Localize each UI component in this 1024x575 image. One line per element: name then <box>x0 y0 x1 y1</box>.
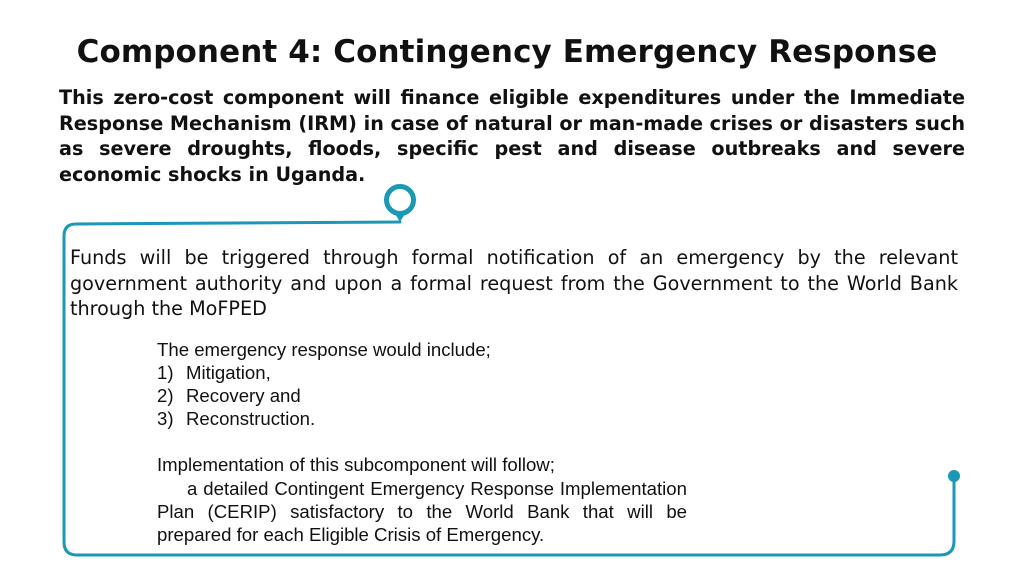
list-item-number: 3) <box>157 408 174 430</box>
list-item <box>157 407 687 430</box>
list-item <box>157 384 687 407</box>
page-title: Component 4: Contingency Emergency Response <box>76 34 938 70</box>
end-dot-icon <box>948 470 960 482</box>
response-list <box>157 361 687 430</box>
intro-paragraph: This zero-cost component will finance eligible expenditures under the Immediate Response Mechanism (IRM) in case of natural or man-made crises or disasters such as severe droughts, floods, specific pest and disease outbreaks and severe economic shocks in Uganda. <box>59 86 965 186</box>
implementation-detail: a detailed Contingent Emergency Response Implementation Plan (CERIP) satisfactory to the World Bank that will be prepared for each Eligible Crisis of Emergency. <box>157 477 687 545</box>
funds-paragraph: Funds will be triggered through formal notification of an emergency by the relevant government authority and upon a formal request from the Government to the World Bank through the MoFPED <box>70 246 958 320</box>
list-item-number: 2) <box>157 385 174 407</box>
implementation-heading: Implementation of this subcomponent will follow; <box>157 454 555 476</box>
callout-ring-icon <box>387 187 414 223</box>
list-item <box>157 361 687 384</box>
list-item-label: Recovery and <box>186 385 301 407</box>
response-section <box>157 338 687 546</box>
list-item-label: Reconstruction. <box>186 408 316 430</box>
list-item-number: 1) <box>157 362 174 384</box>
list-item-label: Mitigation, <box>186 362 271 384</box>
response-heading: The emergency response would include; <box>157 339 491 360</box>
